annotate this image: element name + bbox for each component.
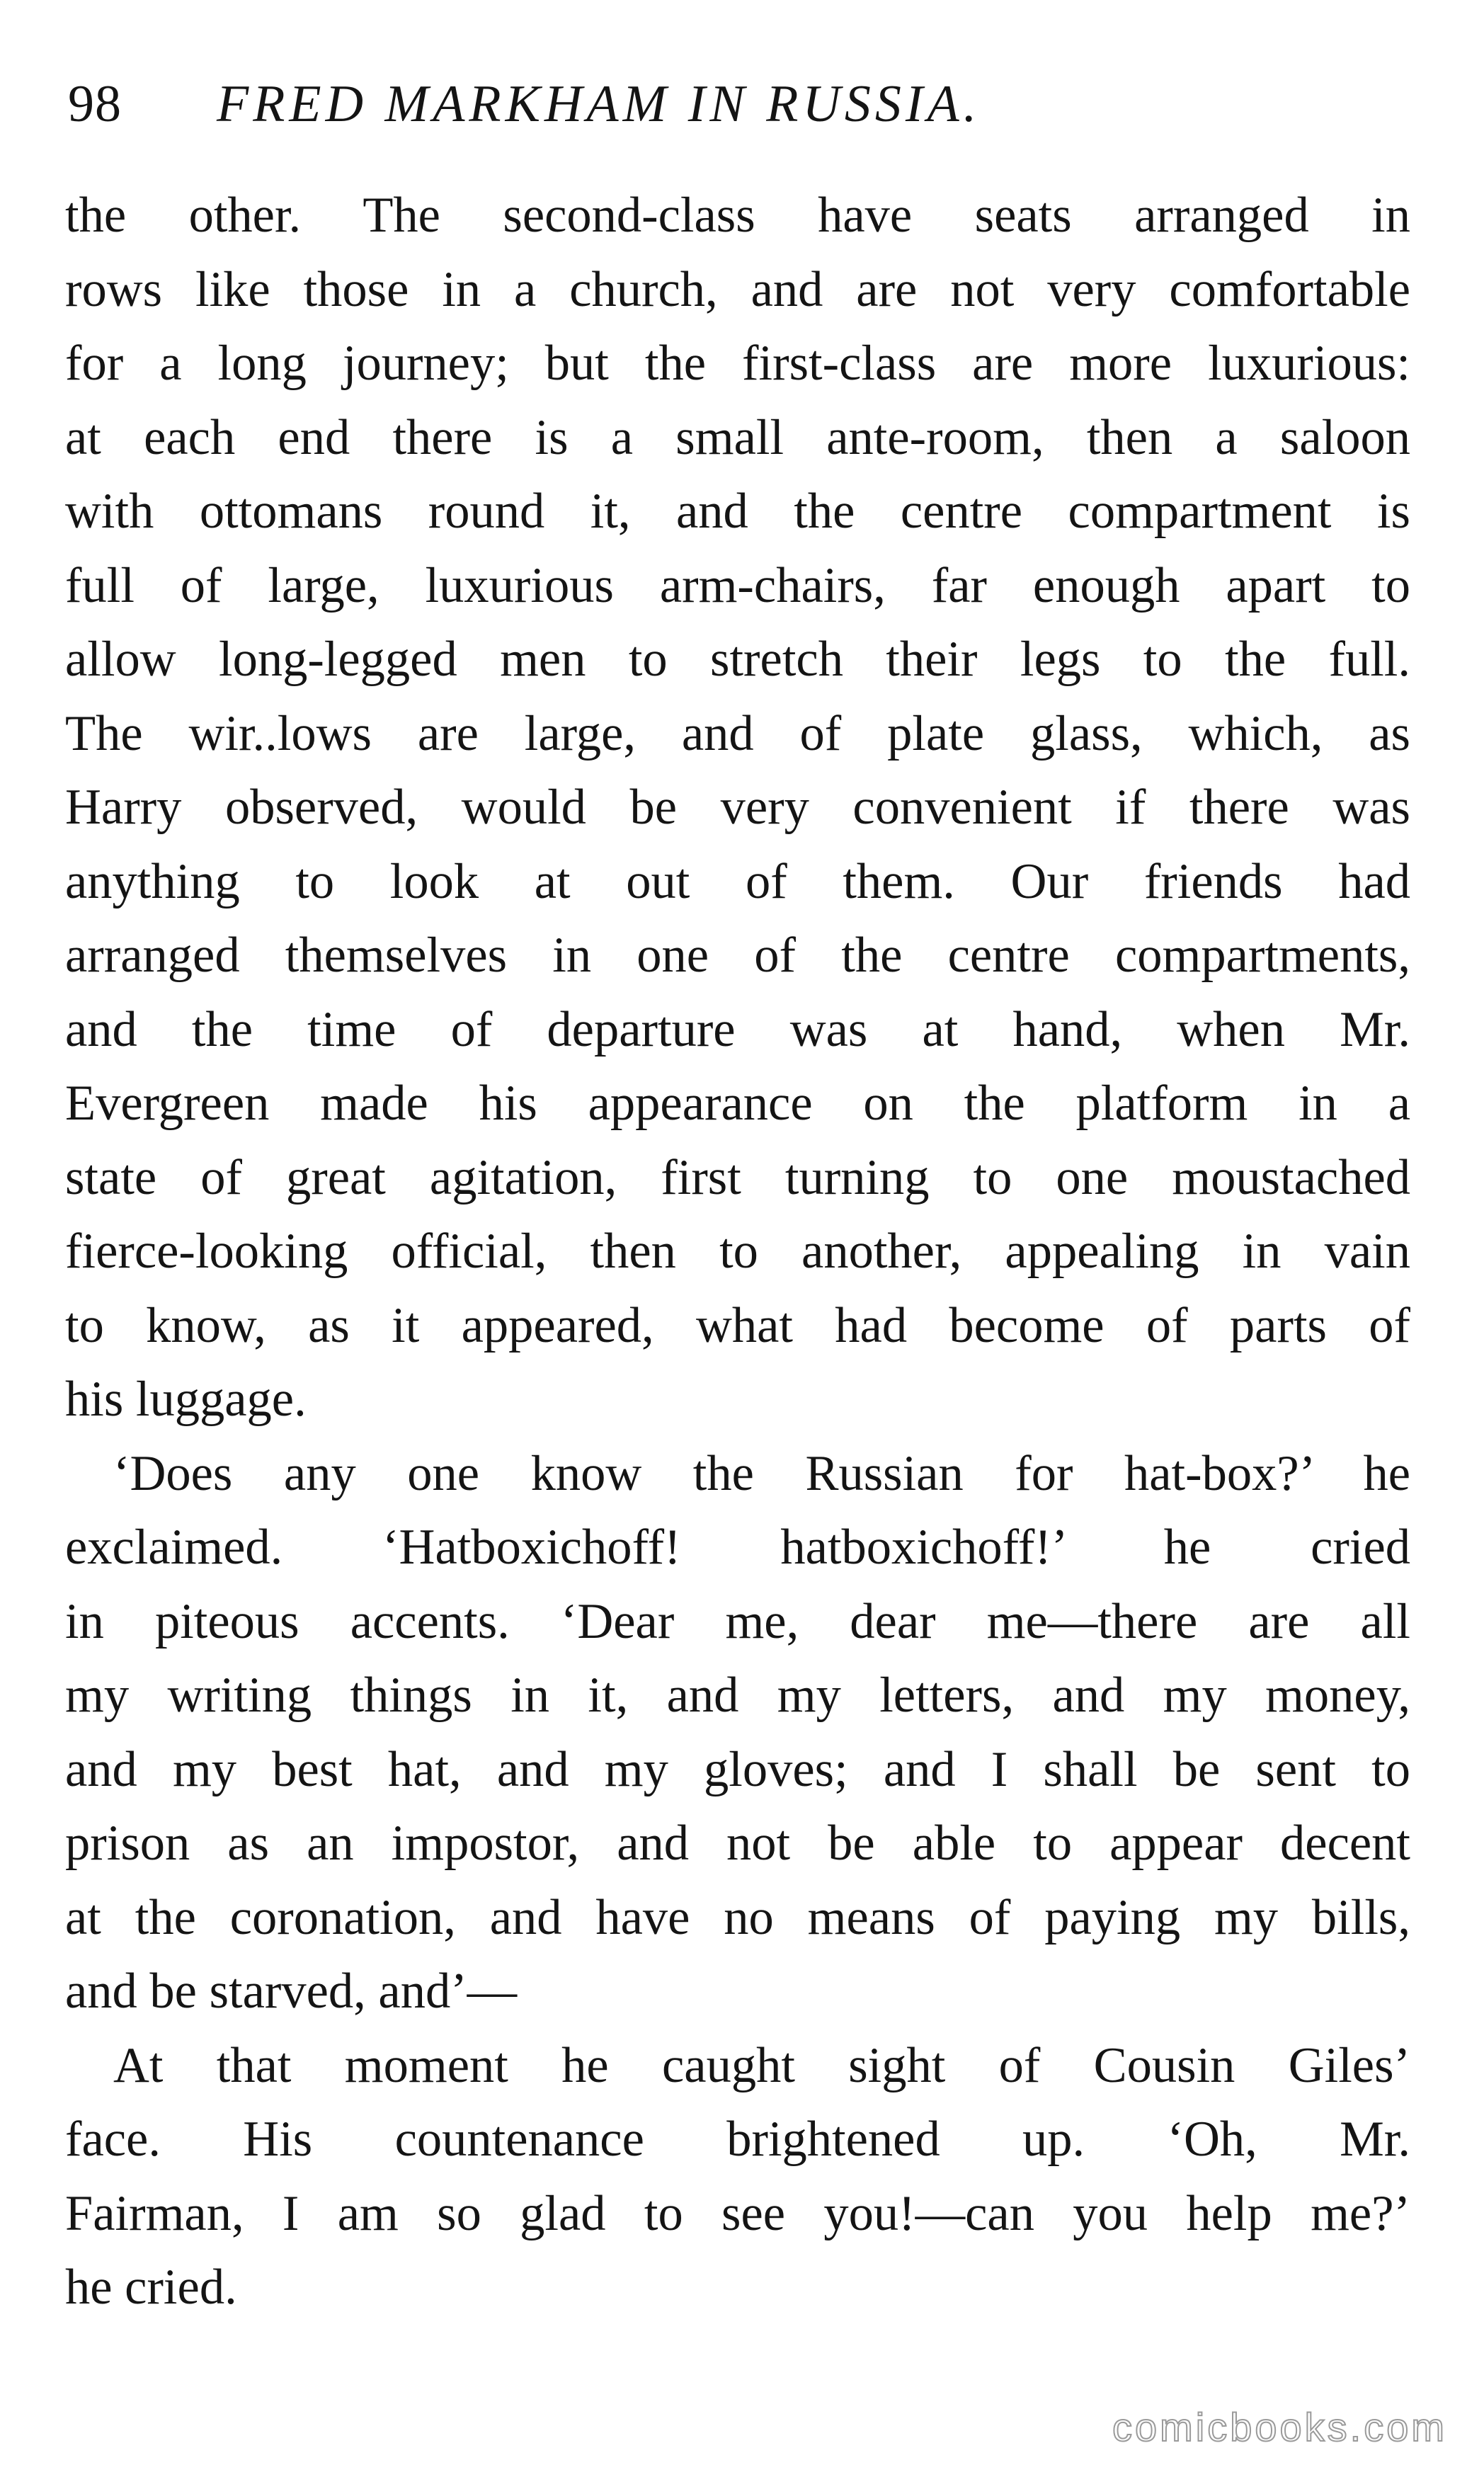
running-head	[68, 65, 1416, 143]
watermark: comicbooks.com	[1112, 2405, 1447, 2449]
text-line: and the time of departure was at hand, when Mr.	[65, 1001, 1410, 1057]
paragraph	[65, 2029, 1410, 2325]
text-line: full of large, luxurious arm-chairs, far enough apart to	[65, 557, 1410, 613]
text-line: he cried.	[65, 2260, 237, 2315]
text-line: and my best hat, and my gloves; and I shall be sent to	[65, 1741, 1410, 1797]
text-line: in piteous accents. ‘Dear me, dear me—there are all	[65, 1593, 1410, 1649]
text-line: the other. The second-class have seats arranged in	[65, 188, 1410, 243]
text-line: Evergreen made his appearance on the platform in a	[65, 1076, 1410, 1131]
text-line: arranged themselves in one of the centre compartments,	[65, 928, 1410, 983]
paragraph	[65, 1437, 1410, 2029]
text-line: his luggage.	[65, 1372, 307, 1427]
text-line: Fairman, I am so glad to see you!—can you help me?’	[65, 2185, 1410, 2241]
page-number: 98	[68, 75, 122, 133]
text-line: Harry observed, would be very convenient if there was	[65, 780, 1410, 835]
text-line: ‘Does any one know the Russian for hat-box?’ he	[113, 1445, 1410, 1501]
text-line: with ottomans round it, and the centre compartment is	[65, 484, 1410, 539]
text-line: exclaimed. ‘Hatboxichoff! hatboxichoff!’ he cried	[65, 1520, 1410, 1575]
text-line: to know, as it appeared, what had become of parts of	[65, 1297, 1410, 1353]
paragraph	[65, 178, 1410, 1437]
text-line: at the coronation, and have no means of paying my bills,	[65, 1889, 1410, 1945]
text-line: fierce-looking official, then to another, appealing in vain	[65, 1224, 1410, 1279]
text-line: The wir..lows are large, and of plate glass, which, as	[65, 705, 1410, 761]
text-line: At that moment he caught sight of Cousin Giles’	[113, 2037, 1410, 2093]
text-line: allow long-legged men to stretch their legs to the full.	[65, 632, 1410, 687]
text-line: my writing things in it, and my letters, and my money,	[65, 1668, 1410, 1723]
text-line: state of great agitation, first turning to one moustached	[65, 1149, 1410, 1205]
running-title: FRED MARKHAM IN RUSSIA.	[217, 75, 981, 133]
text-line: and be starved, and’—	[65, 1964, 518, 2019]
text-line: anything to look at out of them. Our friends had	[65, 853, 1410, 909]
text-line: rows like those in a church, and are not very comfortable	[65, 261, 1410, 317]
text-line: prison as an impostor, and not be able to appear decent	[65, 1816, 1410, 1871]
body-text	[65, 178, 1410, 2325]
text-line: at each end there is a small ante-room, then a saloon	[65, 409, 1410, 465]
text-line: for a long journey; but the first-class are more luxurious:	[65, 336, 1410, 391]
text-line: face. His countenance brightened up. ‘Oh, Mr.	[65, 2112, 1410, 2167]
